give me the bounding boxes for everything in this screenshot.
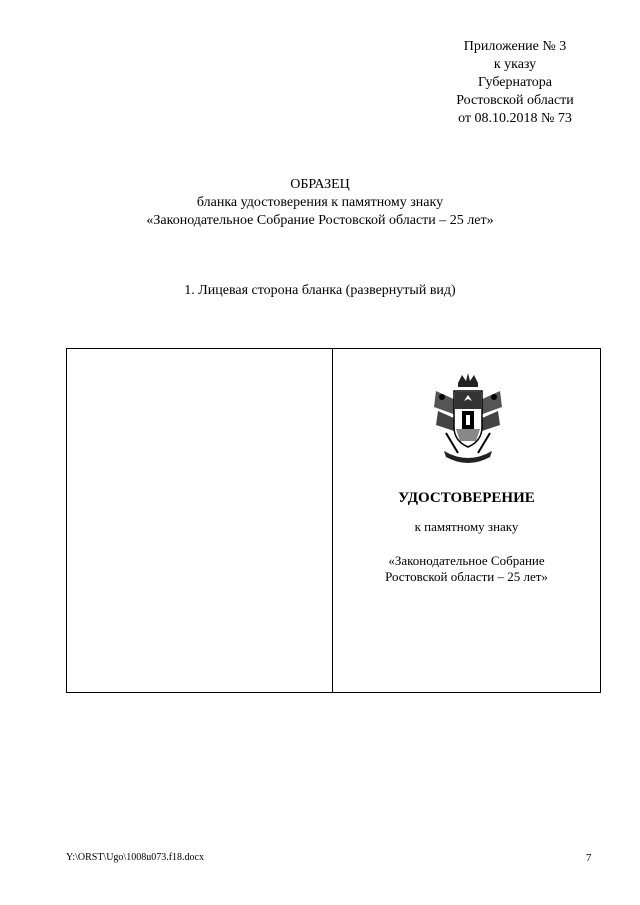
blank-right-panel: [333, 349, 600, 692]
annex-line-2: к указу: [493, 57, 537, 72]
annex-block: [420, 38, 610, 128]
certificate-subtitle: к памятному знаку: [414, 519, 519, 534]
heading-title: ОБРАЗЕЦ: [290, 177, 350, 192]
certificate-name-line-2: Ростовской области – 25 лет»: [385, 569, 548, 584]
annex-line-4: Ростовской области: [456, 93, 574, 108]
annex-line-1: Приложение № 3: [463, 39, 567, 54]
section-title: 1. Лицевая сторона бланка (развернутый вид): [184, 283, 456, 298]
annex-line-3: Губернатора: [477, 75, 553, 90]
certificate-blank-spread: [66, 348, 601, 693]
footer-file-path: Y:\ORST\Ugo\1008u073.f18.docx: [66, 852, 204, 863]
annex-line-5: от 08.10.2018 № 73: [458, 111, 572, 126]
coat-of-arms-icon: [428, 371, 508, 467]
certificate-title: УДОСТОВЕРЕНИЕ: [398, 490, 535, 506]
blank-left-panel: [67, 349, 332, 692]
certificate-badge-name: [333, 553, 600, 585]
document-heading: [0, 176, 640, 230]
footer-page-number: 7: [586, 852, 592, 864]
certificate-name-line-1: «Законодательное Собрание: [388, 553, 545, 568]
heading-line-2: бланка удостоверения к памятному знаку: [196, 195, 444, 210]
heading-line-3: «Законодательное Собрание Ростовской области – 25 лет»: [146, 213, 494, 228]
